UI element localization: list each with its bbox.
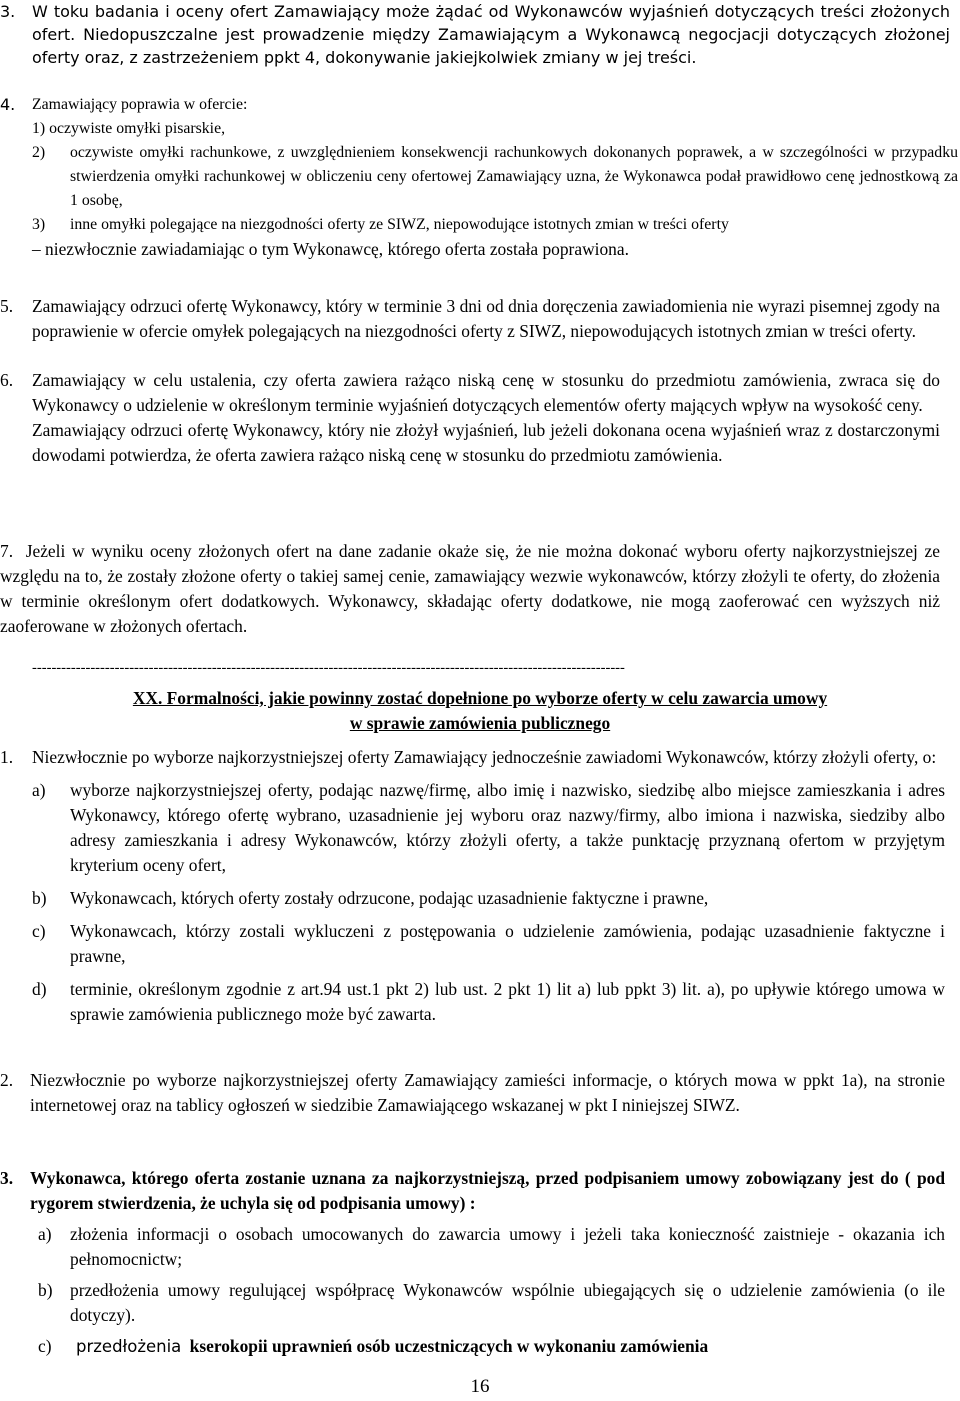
section-point-2 [0,1068,945,1118]
paragraph-5-number: 5. [0,296,14,316]
paragraph-3-text: W toku badania i oceny ofert Zamawiający może żądać od Wykonawców wyjaśnień dotyczących treści złożonych ofert. Niedopuszczalne jest prowadzenie między Zamawiającym a Wykonawcą negocjacji dotyczących złożonej oferty oraz, z zastrzeżeniem ppkt 4, dokonywanie jakiejkolwiek zmiany w jej treści. [32,2,950,67]
list-item-a-text: wyborze najkorzystniejszej oferty, podając nazwę/firmę, albo imię i nazwisko, siedzibę albo miejsce zamieszkania i adres Wykonawcy, którego ofertę wybrano, uzasadnienie jej wyboru oraz nazwy/firmy, albo imiona i nazwiska, siedziby albo adresy zamieszkania i adresy Wykonawców, którzy złożyli oferty, a także punktację przyznaną ofertom w przyjętym kryterium oceny ofert, [70,780,945,875]
item-3-text: inne omyłki polegające na niezgodności oferty ze SIWZ, niepowodujące istotnych zmian w treści oferty [70,216,729,233]
paragraph-4-intro: Zamawiający poprawia w ofercie: [32,96,248,113]
paragraph-4-item-2 [32,141,958,213]
page-number: 16 [470,1376,490,1397]
dashed-divider: -------------------------------------------------------------------------------------------------------------------------- [32,660,625,676]
item-3-label: 3) [32,216,46,233]
section-heading-line-1: XX. Formalności, jakie powinny zostać dopełnione po wyborze oferty w celu zawarcia umowy [132,688,828,708]
s3-item-b-text: przedłożenia umowy regulującej współpracę Wykonawców wspólnie ubiegających się o udzielenie zamówienia (o ile dotyczy). [70,1280,945,1325]
s3-item-c-bold: kserokopii uprawnień osób uczestniczących w wykonaniu zamówienia [189,1336,709,1356]
item-2-text: oczywiste omyłki rachunkowe, z uwzględnieniem konsekwencji rachunkowych dokonanych poprawek, a w szczególności w przypadku stwierdzenia omyłki rachunkowej w obliczeniu ceny ofertowej Zamawiający uzna, że Wykonawca podał prawidłowo cenę jednostkową za 1 osobę, [70,144,958,209]
list-item-c-label: c) [32,921,46,941]
paragraph-5 [0,294,940,344]
list-item-b-text: Wykonawcach, których oferty zostały odrzucone, podając uzasadnienie faktyczne i prawne, [70,888,709,908]
list-item-a-label: a) [32,780,46,800]
paragraph-4-note: – niezwłocznie zawiadamiając o tym Wykonawcę, którego oferta została poprawiona. [32,239,629,259]
paragraph-4-item-3 [32,213,958,237]
paragraph-4 [0,93,958,262]
section-point-3-text: Wykonawca, którego oferta zostanie uznana za najkorzystniejszą, przed podpisaniem umowy zobowiązany jest do ( pod rygorem stwierdzenia, że uchyla się od podpisania umowy) : [30,1168,945,1213]
paragraph-3 [0,0,950,69]
list-item-c-text: Wykonawcach, którzy zostali wykluczeni z postępowania o udzielenie zamówienia, podając uzasadnienie faktyczne i prawne, [70,921,945,966]
list-item-d-text: terminie, określonym zgodnie z art.94 ust.1 pkt 2) lub ust. 2 pkt 1) lit a) lub ppkt 3) lit. a), po upływie którego umowa w sprawie zamówienia publicznego może być zawarta. [70,979,945,1024]
s3-item-c-label: c) [38,1336,52,1356]
s3-item-a-text: złożenia informacji o osobach umocowanych do zawarcia umowy i jeżeli taka konieczność zaistnieje - okazania ich pełnomocnictw; [70,1224,945,1269]
s3-item-c-normal: przedłożenia [76,1337,182,1356]
paragraph-6-number: 6. [0,370,14,390]
paragraph-3-number: 3. [0,2,16,21]
section-point-2-text: Niezwłocznie po wyborze najkorzystniejszej oferty Zamawiający zamieści informacje, o których mowa w ppkt 1a), na stronie internetowej oraz na tablicy ogłoszeń w siedzibie Zamawiającego wskazanej w pkt I niniejszej SIWZ. [30,1070,945,1115]
paragraph-7 [0,539,940,639]
list-item-d-label: d) [32,979,47,999]
section-point-1 [0,745,945,1027]
paragraph-4-item-1: 1) oczywiste omyłki pisarskie, [32,120,226,137]
section-point-2-number: 2. [0,1070,14,1090]
list-item-b [32,886,945,911]
paragraph-7-text [0,539,940,639]
paragraph-6-text: Zamawiający w celu ustalenia, czy oferta zawiera rażąco niską cenę w stosunku do przedmiotu zamówienia, zwraca się do Wykonawcy o udzielenie w określonym terminie wyjaśnień dotyczących elementów oferty mających wpływ na wysokość ceny. [32,370,940,415]
list-item-d [32,977,945,1027]
paragraph-6 [0,368,940,468]
s3-item-b [38,1278,945,1328]
paragraph-7-body: Jeżeli w wyniku oceny złożonych ofert na dane zadanie okaże się, że nie można dokonać wyboru oferty najkorzystniejszej ze względu na to, że zostały złożone oferty o takiej samej cenie, zamawiający wezwie wykonawców, którzy złożyli te oferty, do złożenia w terminie określonym ofert dodatkowych. Wykonawcy, składając oferty dodatkowe, nie mogą zaoferować cen wyższych niż zaoferowane w złożonych ofertach. [0,541,940,636]
list-item-b-label: b) [32,888,47,908]
s3-item-a-label: a) [38,1224,52,1244]
section-point-3 [0,1166,945,1359]
paragraph-4-number: 4. [0,95,16,114]
section-heading-line-2: w sprawie zamówienia publicznego [349,713,611,733]
paragraph-5-text: Zamawiający odrzuci ofertę Wykonawcy, który w terminie 3 dni od dnia doręczenia zawiadomienia nie wyrazi pisemnej zgody na poprawienie w ofercie omyłek polegających na niezgodności oferty z SIWZ, niepowodujących istotnych zmian w treści oferty. [32,296,940,341]
item-2-label: 2) [32,144,46,161]
s3-item-a [38,1222,945,1272]
section-heading [0,686,960,736]
paragraph-6-text-2: Zamawiający odrzuci ofertę Wykonawcy, który nie złożył wyjaśnień, lub jeżeli dokonana ocena wyjaśnień wraz z dostarczonymi dowodami potwierdza, że oferta zawiera rażąco niską cenę w stosunku do przedmiotu zamówienia. [32,420,940,465]
paragraph-7-number: 7. [0,541,14,561]
section-point-1-text: Niezwłocznie po wyborze najkorzystniejszej oferty Zamawiający jednocześnie zawiadomi Wykonawców, którzy złożyli oferty, o: [32,747,937,767]
list-item-a [32,778,945,878]
s3-item-c [38,1334,945,1359]
list-item-c [32,919,945,969]
s3-item-b-label: b) [38,1280,53,1300]
section-point-3-number: 3. [0,1168,14,1188]
section-point-1-number: 1. [0,747,14,767]
